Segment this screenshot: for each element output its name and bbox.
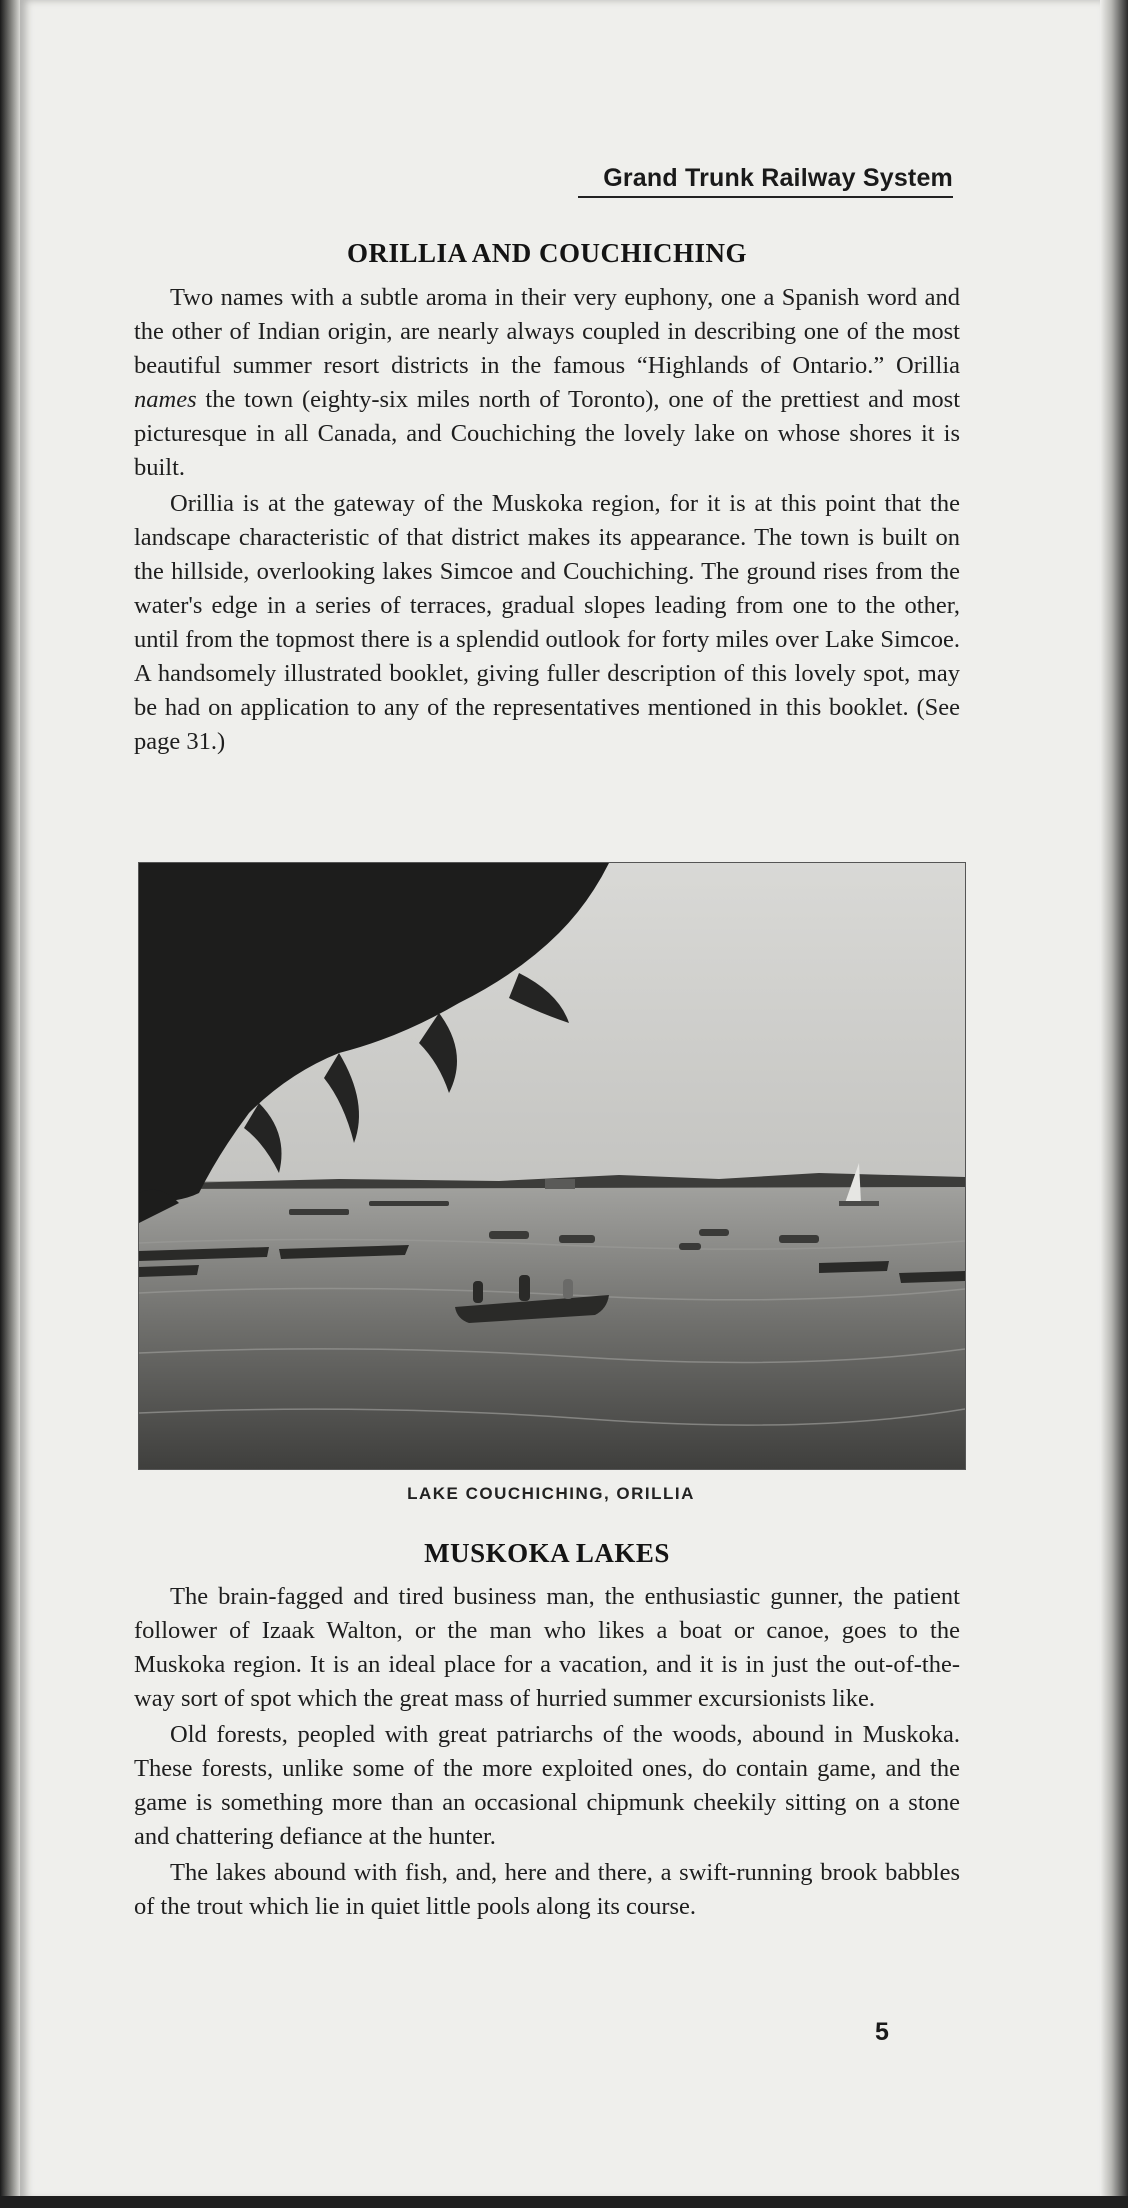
page-number: 5 [875,2018,889,2046]
photo-caption: LAKE COUCHICHING, ORILLIA [407,1484,695,1503]
paragraph: The brain-fagged and tired business man, the enthusiastic gunner, the patient follower of Izaak Walton, or the man who likes a boat or canoe, goes to the Muskoka region. It is an ideal place for a vacation, and it is in just the out-of-the-way sort of spot which the great mass of hurried summer excursionists like. [134,1583,960,1712]
paragraph-text: the town (eighty-six miles north of Toronto), one of the prettiest and most picturesque in all Canada, and Couchiching the lovely lake on whose shores it is built. [134,386,960,481]
emphasized-word: names [134,386,197,413]
section-heading-orillia: ORILLIA AND COUCHICHING [346,238,748,268]
running-header: Grand Trunk Railway System [603,164,953,192]
section-heading-muskoka: MUSKOKA LAKES [424,1538,670,1568]
paragraph [134,281,960,485]
section-orillia-body [134,281,960,759]
scan-border [0,2196,1128,2208]
paragraph: Orillia is at the gateway of the Muskoka region, for it is at this point that the landscape characteristic of that district makes its appearance. The town is built on the hillside, overlooking lakes Simcoe and Couchiching. The ground rises from the water's edge in a series of terraces, gradual slopes leading from one to the other, until from the topmost there is a splendid outlook for forty miles over Lake Simcoe. A handsomely illustrated booklet, giving fuller description of this lovely spot, may be had on application to any of the representatives mentioned in this booklet. (See page 31.) [134,490,960,755]
paragraph: The lakes abound with fish, and, here and there, a swift-running brook babbles of the trout which lie in quiet little pools along its course. [134,1859,960,1920]
lake-photo [138,862,966,1470]
page-edge [1100,0,1128,2208]
paragraph: Old forests, peopled with great patriarchs of the woods, abound in Muskoka. These forests, unlike some of the more exploited ones, do contain game, and the game is something more than an occasional chipmunk cheekily sitting on a stone and chattering defiance at the hunter. [134,1721,960,1850]
paragraph-text: Two names with a subtle aroma in their very euphony, one a Spanish word and the other of Indian origin, are nearly always coupled in describing one of the most beautiful summer resort districts in the famous “Highlands of Ontario.” Orillia [134,284,960,379]
section-muskoka-body [134,1580,960,1924]
header-rule [578,196,953,198]
binding-edge [0,0,20,2208]
